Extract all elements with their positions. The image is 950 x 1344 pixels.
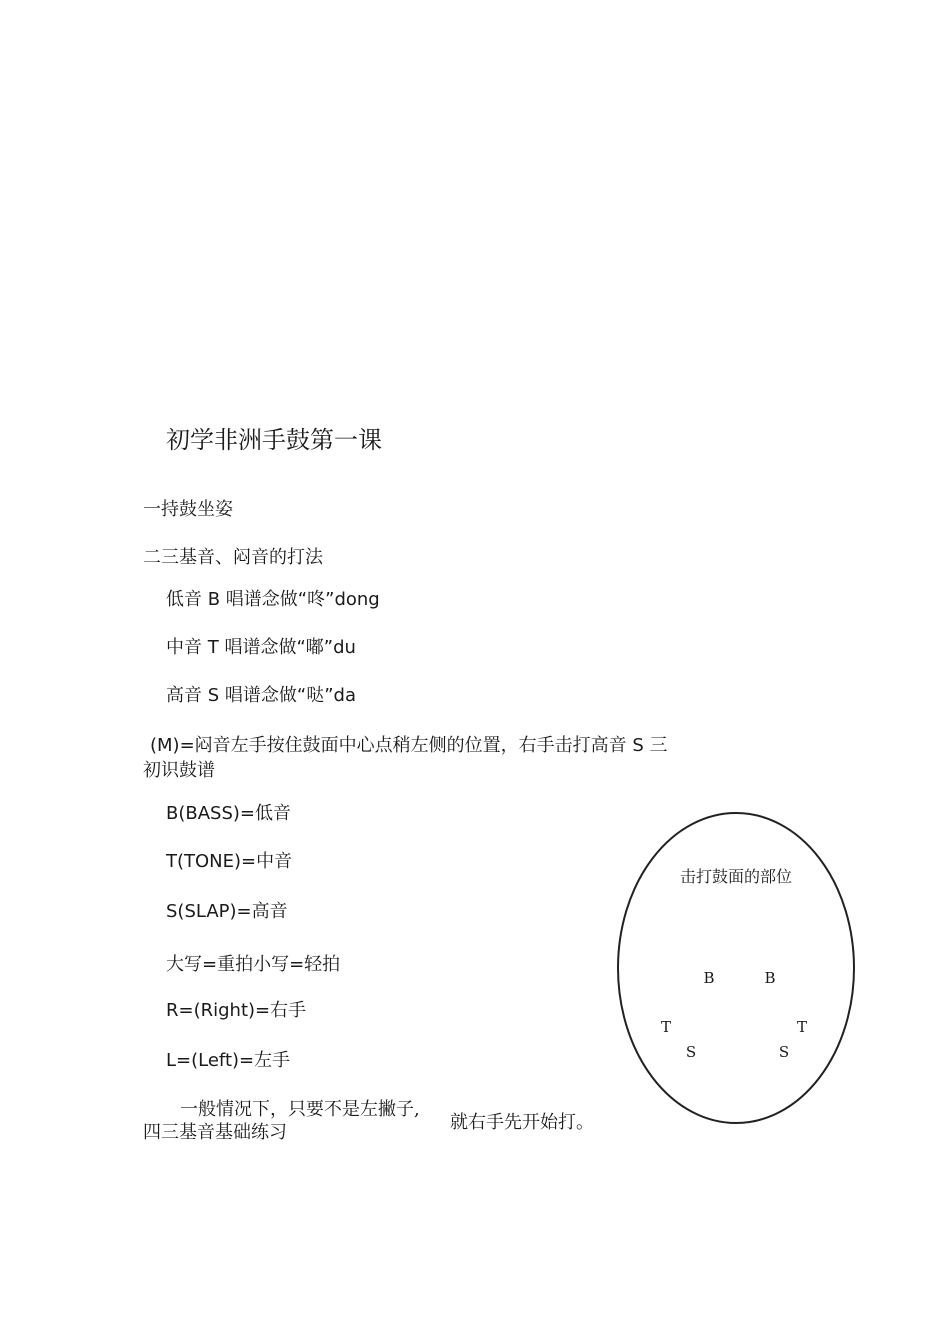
drum-surface-svg — [616, 812, 858, 1128]
drum-head-outline — [618, 813, 854, 1123]
label-s-right: S — [778, 1043, 790, 1061]
mute-description: (M)=闷音左手按住鼓面中心点稍左侧的位置，右手击打高音 S 三 — [150, 735, 668, 756]
label-s-left: S — [685, 1043, 697, 1061]
section-heading-notation: 初识鼓谱 — [143, 760, 215, 781]
notation-right-hand: R=(Right)=右手 — [166, 1000, 307, 1021]
notation-slap: S(SLAP)=高音 — [166, 901, 288, 922]
general-rule-part-b: 就右手先开始打。 — [450, 1112, 594, 1133]
label-b-left: B — [703, 969, 715, 987]
section-heading-practice: 四三基音基础练习 — [143, 1122, 287, 1143]
tone-tone-line: 中音 T 唱谱念做“嘟”du — [166, 637, 356, 658]
general-rule-part-a: 一般情况下，只要不是左撇子, — [180, 1099, 420, 1120]
diagram-title: 击打鼓面的部位 — [679, 867, 793, 886]
section-heading-technique: 二三基音、闷音的打法 — [143, 547, 323, 568]
label-t-right: T — [796, 1018, 808, 1036]
notation-bass: B(BASS)=低音 — [166, 803, 291, 824]
notation-tone: T(TONE)=中音 — [166, 851, 293, 872]
page-title: 初学非洲手鼓第一课 — [166, 426, 382, 454]
section-heading-posture: 一持鼓坐姿 — [143, 499, 233, 520]
drum-strike-diagram — [616, 812, 858, 1128]
label-t-left: T — [660, 1018, 672, 1036]
tone-slap-line: 高音 S 唱谱念做“哒”da — [166, 685, 356, 706]
tone-bass-line: 低音 B 唱谱念做“咚”dong — [166, 589, 380, 610]
notation-left-hand: L=(Left)=左手 — [166, 1050, 291, 1071]
label-b-right: B — [764, 969, 776, 987]
notation-case: 大写=重拍小写=轻拍 — [166, 954, 341, 975]
